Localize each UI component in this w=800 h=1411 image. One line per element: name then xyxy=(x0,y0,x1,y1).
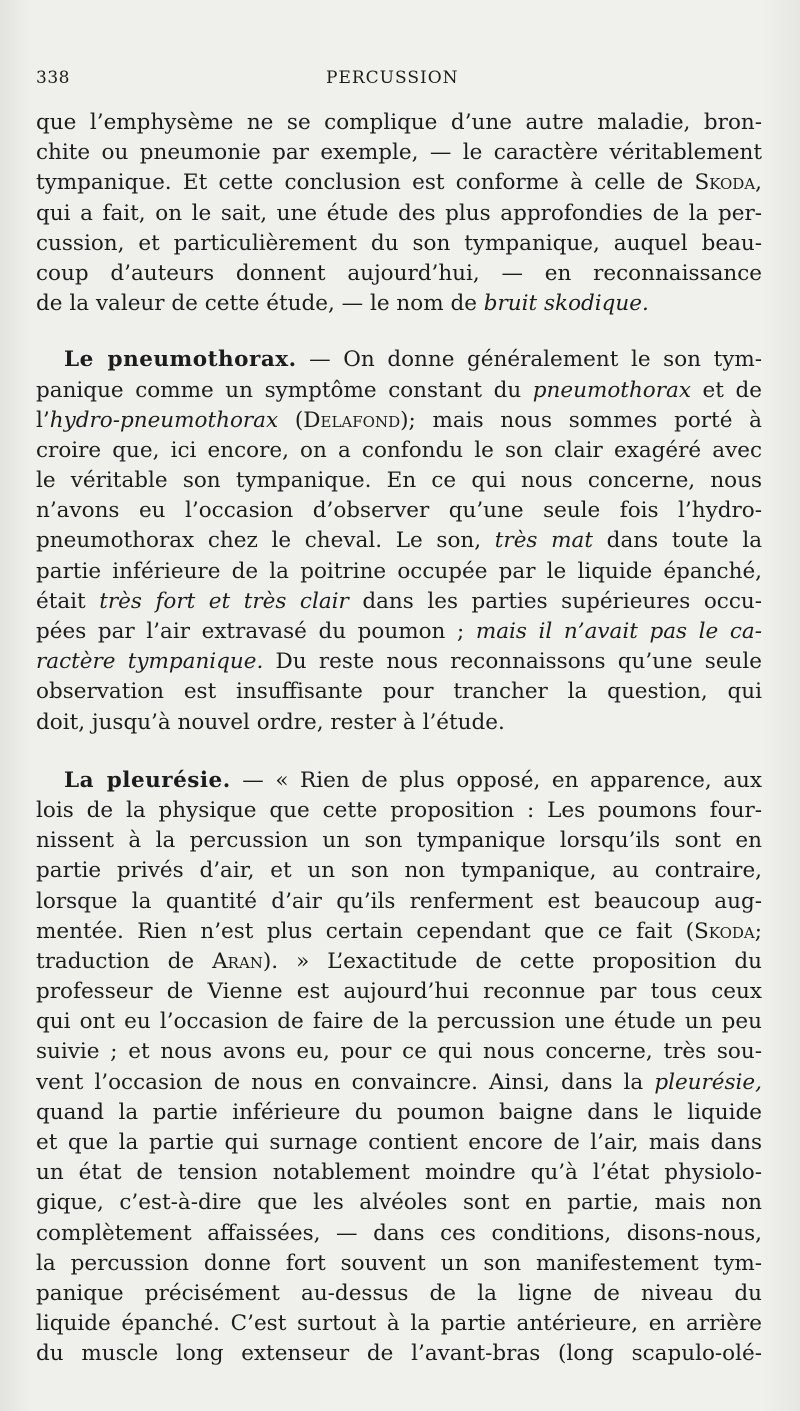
text-line: suivie ; et nous avons eu, pour ce qui nous concerne, très sou- xyxy=(36,1039,762,1065)
text-line: gique, c’est-à-dire que les alvéoles sont en partie, mais non xyxy=(36,1190,762,1216)
text-line: panique comme un symptôme constant du pneumothorax et de xyxy=(36,377,762,403)
text-line: était très fort et très clair dans les parties supérieures occu- xyxy=(36,588,762,614)
text-line: ractère tympanique. Du reste nous reconnaissons qu’une seule xyxy=(36,649,762,675)
text-line: tympanique. Et cette conclusion est conforme à celle de Skoda, xyxy=(36,170,762,196)
paragraph-pleurisy xyxy=(36,766,762,1370)
section-heading: Le pneumothorax. xyxy=(64,347,297,373)
text-line: lois de la physique que cette proposition : Les poumons four- xyxy=(36,797,762,823)
running-title: PERCUSSION xyxy=(326,68,459,88)
text-line: que l’emphysème ne se complique d’une autre maladie, bron- xyxy=(36,110,762,135)
text-line: pneumothorax chez le cheval. Le son, très mat dans toute la xyxy=(36,528,762,554)
text-line: partie inférieure de la poitrine occupée par le liquide épanché, xyxy=(36,558,762,584)
text-line: l’hydro-pneumothorax (Delafond); mais nous sommes porté à xyxy=(36,407,762,433)
text-line: pées par l’air extravasé du poumon ; mais il n’avait pas le ca- xyxy=(36,619,762,644)
text-line: un état de tension notablement moindre qu’à l’état physiolo- xyxy=(36,1160,762,1186)
text-line: coup d’auteurs donnent aujourd’hui, — en reconnaissance xyxy=(36,260,762,286)
text-line: partie privés d’air, et un son non tympanique, au contraire, xyxy=(36,858,762,884)
text-line: croire que, ici encore, on a confondu le son clair exagéré avec xyxy=(36,437,762,463)
text-line: qui ont eu l’occasion de faire de la percussion une étude un peu xyxy=(36,1009,762,1035)
text-line: professeur de Vienne est aujourd’hui reconnue par tous ceux xyxy=(36,979,762,1005)
text-line: mentée. Rien n’est plus certain cependant que ce fait (Skoda; xyxy=(36,918,762,944)
text-line: qui a fait, on le sait, une étude des plus approfondies de la per- xyxy=(36,200,762,226)
text-line: La pleurésie. — « Rien de plus opposé, en apparence, aux xyxy=(64,767,762,793)
paragraph-emphysema xyxy=(36,108,762,319)
text-line: cussion, et particulièrement du son tympanique, auquel beau- xyxy=(36,230,762,256)
text-line: panique précisément au-dessus de la ligne de niveau du xyxy=(36,1280,762,1306)
text-line: doit, jusqu’à nouvel ordre, rester à l’étude. xyxy=(36,709,505,735)
author-name: Delafond xyxy=(303,407,401,433)
section-heading: La pleurésie. xyxy=(64,767,231,793)
paragraph-pneumothorax xyxy=(36,345,762,737)
text-line: et que la partie qui surnage contient encore de l’air, mais dans xyxy=(36,1130,762,1155)
text-line: liquide épanché. C’est surtout à la partie antérieure, en arrière xyxy=(36,1311,762,1337)
italic-term: bruit skodique. xyxy=(483,291,649,317)
author-name: Skoda, xyxy=(694,170,762,196)
author-name: Skoda xyxy=(694,918,755,944)
page-header xyxy=(36,68,762,108)
text-line: lorsque la quantité d’air qu’ils renferment est beaucoup aug- xyxy=(36,888,762,914)
text-line: n’avons eu l’occasion d’observer qu’une seule fois l’hydro- xyxy=(36,498,762,524)
text-line: nissent à la percussion un son tympanique lorsqu’ils sont en xyxy=(36,828,762,854)
author-name: Aran xyxy=(212,948,263,974)
text-line: le véritable son tympanique. En ce qui nous concerne, nous xyxy=(36,468,762,494)
text-line: chite ou pneumonie par exemple, — le caractère véritablement xyxy=(36,140,762,166)
text-line: quand la partie inférieure du poumon baigne dans le liquide xyxy=(36,1099,762,1125)
text-line: traduction de Aran). » L’exactitude de cette proposition du xyxy=(36,948,762,974)
text-line: la percussion donne fort souvent un son manifestement tym- xyxy=(36,1250,762,1276)
text-line: vent l’occasion de nous en convaincre. Ainsi, dans la pleurésie, xyxy=(36,1069,762,1095)
text-line: observation est insuffisante pour trancher la question, qui xyxy=(36,679,762,705)
text-line: complètement affaissées, — dans ces conditions, disons-nous, xyxy=(36,1220,762,1246)
text-line: du muscle long extenseur de l’avant-bras (long scapulo-olé- xyxy=(36,1341,762,1367)
text-line: Le pneumothorax. — On donne généralement le son tym- xyxy=(64,347,762,373)
text-line: de la valeur de cette étude, — le nom de bruit skodique. xyxy=(36,291,649,317)
page-number: 338 xyxy=(36,68,70,88)
